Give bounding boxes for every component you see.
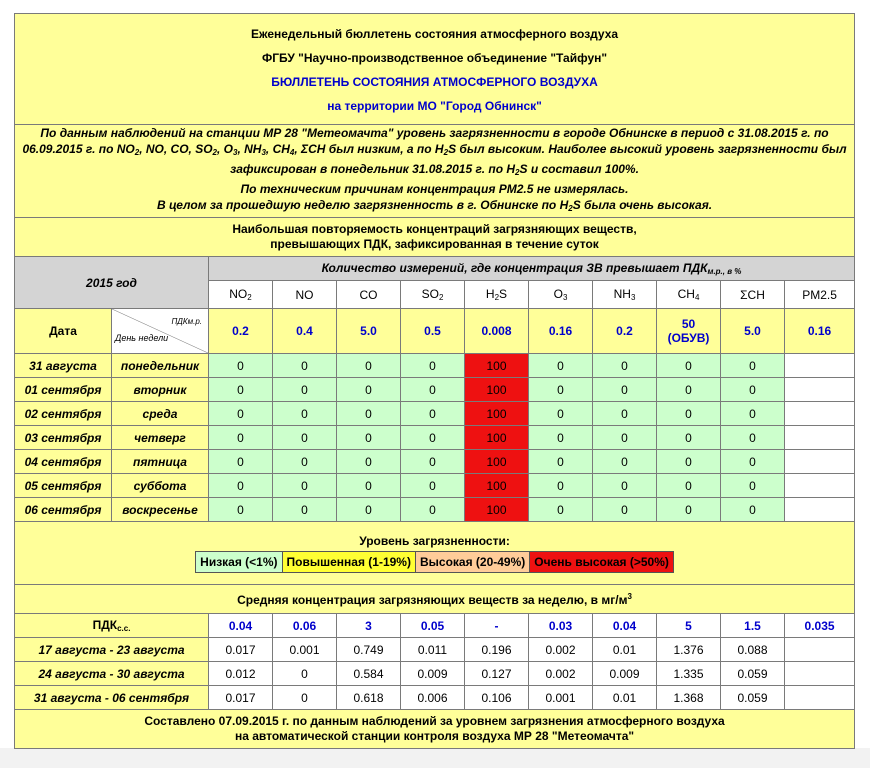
cell-value: 0.001 [529,686,593,710]
cell-value: 0 [273,450,337,474]
cell-value: 100 [465,378,529,402]
count-label [209,257,855,281]
cell-value: 100 [465,426,529,450]
pdk-cc-row [15,614,855,638]
row-date: 06 сентября [15,498,112,522]
cell-value: 0 [721,354,785,378]
table-row [15,450,855,474]
row-date: 03 сентября [15,426,112,450]
cell-value: 0.011 [401,638,465,662]
cell-value: 0 [721,378,785,402]
sub: 2 [134,148,140,157]
pollutant-sub: 2 [247,293,252,302]
table-row [15,498,855,522]
section1-title-line: превышающих ПДК, зафиксированная в течение суток [270,237,599,251]
weekday-label: День недели [115,333,169,343]
section2-title-text: Средняя концентрация загрязняющих веществ за неделю, в мг/м [237,592,628,607]
pdk-cc-label [15,614,209,638]
cell-value: 0 [273,662,337,686]
cell-value: 0 [529,450,593,474]
summary-part: S и составил 100%. [519,162,639,176]
cell-value: 0.127 [465,662,529,686]
cell-value: 0.01 [593,686,657,710]
cell-value: 0 [657,354,721,378]
pdk-cc-value: 0.04 [593,614,657,638]
cell-value: 0.584 [337,662,401,686]
cell-value: 0.012 [209,662,273,686]
pdk-value: 50 (ОБУВ) [657,309,721,354]
pollutant-header [273,281,337,309]
sub: 2 [515,168,520,177]
summary-part: В целом за прошедшую неделю загрязненность в г. Обнинске по H [156,198,569,212]
row-period: 24 августа - 30 августа [15,662,209,686]
section2-title-sup: 3 [627,591,632,601]
table-row [15,638,855,662]
year-label: 2015 год [15,257,209,309]
cell-value [785,662,855,686]
cell-value: 0 [529,474,593,498]
bulletin-header [15,14,855,125]
summary-part: , ΣCH был низким, а по H [294,142,444,156]
cell-value: 100 [465,474,529,498]
cell-value: 100 [465,402,529,426]
cell-value: 0 [657,450,721,474]
row-date: 05 сентября [15,474,112,498]
row-date: 04 сентября [15,450,112,474]
cell-value: 0.009 [401,662,465,686]
cell-value [785,378,855,402]
cell-value: 0 [593,498,657,522]
pollutant-header [209,281,273,309]
table-row [15,686,855,710]
cell-value: 0 [657,498,721,522]
section2-title [15,585,855,614]
cell-value: 0 [209,354,273,378]
cell-value: 0.017 [209,686,273,710]
cell-value: 0 [273,686,337,710]
diagonal-header [112,309,209,354]
cell-value: 0 [593,378,657,402]
sub: 3 [261,148,266,157]
pollutant-name: PM2.5 [802,287,837,302]
cell-value: 0 [657,378,721,402]
cell-value: 0 [529,498,593,522]
legend-item: Очень высокая (>50%) [530,552,673,572]
cell-value: 1.368 [657,686,721,710]
pdk-cc-value: 0.06 [273,614,337,638]
pollutant-header [401,281,465,309]
pollutant-sub: 3 [562,293,568,302]
cell-value [785,402,855,426]
pollutant-header [785,281,855,309]
cell-value [785,450,855,474]
cell-value: 0 [337,450,401,474]
pollutant-name: O [553,287,563,301]
row-weekday: воскресенье [112,498,209,522]
pollutant-header [593,281,657,309]
cell-value: 0.01 [593,638,657,662]
cell-value: 0 [273,426,337,450]
cell-value: 0 [337,426,401,450]
table-row [15,378,855,402]
pdk-row [15,309,855,354]
pdk-value: 0.16 [785,309,855,354]
cell-value: 0 [337,474,401,498]
cell-value: 0 [401,474,465,498]
cell-value [785,638,855,662]
count-label-text: Количество измерений, где концентрация ЗВ превышает ПДК [321,261,708,275]
cell-value: 100 [465,354,529,378]
cell-value: 0 [721,402,785,426]
cell-value: 0.059 [721,662,785,686]
sub: 2 [568,204,573,213]
summary-part: , NH [237,142,262,156]
pollutant-name: NH [613,287,631,301]
cell-value: 1.335 [657,662,721,686]
legend [195,551,674,573]
row-date: 02 сентября [15,402,112,426]
pollutant-sub: 3 [630,293,636,302]
pdk-cc-value: 0.035 [785,614,855,638]
cell-value: 0.059 [721,686,785,710]
legend-item: Повышенная (1-19%) [283,552,416,572]
table-row [15,474,855,498]
cell-value: 0 [209,378,273,402]
table-row [15,426,855,450]
cell-value: 0 [529,378,593,402]
header-territory: на территории МО "Город Обнинск" [327,99,542,113]
summary-part: По данным наблюдений на станции МР 28 "Метеомачта" уровень загрязненности в городе Обнинске в период с 31.08.2015 г. по 06.09.2015 г. по NO [22,126,829,156]
bulletin-table [14,13,855,749]
cell-value: 0 [401,354,465,378]
pollutant-sub: 2 [438,293,444,302]
cell-value: 0 [273,354,337,378]
pdk-cc-value: 0.03 [529,614,593,638]
bulletin [14,13,854,749]
row-weekday: вторник [112,378,209,402]
row-period: 31 августа - 06 сентября [15,686,209,710]
cell-value: 0 [337,402,401,426]
cell-value: 0.088 [721,638,785,662]
cell-value: 0.001 [273,638,337,662]
footer-line: Составлено 07.09.2015 г. по данным наблюдений за уровнем загрязнения атмосферного воздуха [144,714,725,728]
cell-value: 0.006 [401,686,465,710]
cell-value: 0 [273,378,337,402]
cell-value: 100 [465,498,529,522]
table-row [15,402,855,426]
pdk-cc-label-text: ПДК [92,618,118,632]
cell-value: 0.749 [337,638,401,662]
cell-value: 0 [209,450,273,474]
cell-value: 0.017 [209,638,273,662]
cell-value: 0 [721,474,785,498]
pollutant-header [465,281,529,309]
summary-text [15,125,855,218]
summary-part: , NO, CO, SO [139,142,213,156]
pdk-cc-value: 0.04 [209,614,273,638]
cell-value: 0 [529,426,593,450]
row-weekday: пятница [112,450,209,474]
summary-part: S был высоким. Наиболее высокий уровень загрязненности был зафиксирован в понедельник 31.08.2015 г. по H [230,142,847,176]
row-date: 31 августа [15,354,112,378]
weekly-body [15,638,855,710]
sub: 2 [212,148,217,157]
section1-title-line: Наибольшая повторяемость концентраций загрязняющих веществ, [232,222,637,236]
cell-value: 0 [657,426,721,450]
pdk-cc-value: 1.5 [721,614,785,638]
cell-value: 0 [529,402,593,426]
cell-value: 0 [273,402,337,426]
row-weekday: среда [112,402,209,426]
cell-value: 0 [401,402,465,426]
section1-title [15,218,855,257]
sub: 2 [443,148,449,157]
cell-value: 0 [273,474,337,498]
row-period: 17 августа - 23 августа [15,638,209,662]
cell-value: 0.009 [593,662,657,686]
cell-value: 0 [593,354,657,378]
footer-line: на автоматической станции контроля воздуха МР 28 "Метеомачта" [234,729,635,743]
cell-value: 0 [593,402,657,426]
pdk-value: 5.0 [721,309,785,354]
legend-block [15,522,855,585]
cell-value: 0 [337,354,401,378]
pdk-cc-value: 3 [337,614,401,638]
cell-value: 0 [401,378,465,402]
cell-value: 0 [209,498,273,522]
pdk-cc-sub: с.с. [117,624,131,633]
pollutant-header [657,281,721,309]
pollutant-name: ΣCH [740,287,765,302]
legend-item: Высокая (20-49%) [416,552,530,572]
sub: 4 [289,148,295,157]
pollutant-sub: 4 [694,293,700,302]
pdk-value: 0.2 [209,309,273,354]
cell-value: 0 [209,402,273,426]
cell-value: 0 [401,498,465,522]
cell-value: 0 [593,474,657,498]
pollutant-name: NO [295,287,314,302]
table-row [15,662,855,686]
pdk-cc-value: 0.05 [401,614,465,638]
cell-value: 1.376 [657,638,721,662]
pdk-value: 5.0 [337,309,401,354]
cell-value: 100 [465,450,529,474]
row-weekday: четверг [112,426,209,450]
cell-value [785,354,855,378]
cell-value: 0 [209,474,273,498]
pdk-value: 0.2 [593,309,657,354]
cell-value: 0 [593,426,657,450]
pdk-cc-value: - [465,614,529,638]
cell-value: 0 [337,378,401,402]
footer [15,710,855,749]
cell-value: 0.002 [529,662,593,686]
cell-value: 0 [721,450,785,474]
pollutant-name: NO [229,287,248,301]
pollutant-name: H [485,287,495,301]
cell-value: 0.618 [337,686,401,710]
cell-value: 0 [529,354,593,378]
daily-body [15,354,855,522]
summary-pm25-note: По техническим причинам концентрация PM2.5 не измерялась. [240,182,629,196]
cell-value [785,686,855,710]
pdk-value: 0.16 [529,309,593,354]
cell-value [785,474,855,498]
pollutant-header [721,281,785,309]
cell-value: 0 [401,426,465,450]
cell-value: 0 [721,498,785,522]
pdk-mr-label: ПДКм.р. [171,317,202,326]
row-date: 01 сентября [15,378,112,402]
header-line2: ФГБУ "Научно-производственное объединение "Тайфун" [261,51,608,65]
cell-value: 0 [209,426,273,450]
header-title: БЮЛЛЕТЕНЬ СОСТОЯНИЯ АТМОСФЕРНОГО ВОЗДУХА [271,75,598,89]
pollutant-header [337,281,401,309]
pdk-value: 0.4 [273,309,337,354]
cell-value [785,426,855,450]
summary-part: , O [217,142,234,156]
table-row [15,354,855,378]
pdk-value: 0.5 [401,309,465,354]
date-header: Дата [15,309,112,354]
cell-value: 0.002 [529,638,593,662]
summary-part: , CH [265,142,290,156]
row-weekday: понедельник [112,354,209,378]
pollutant-sub: 2 [494,293,500,302]
summary-part: S была очень высокая. [572,198,713,212]
pollutant-name: CO [359,287,378,302]
pollutant-name: CH [677,287,695,301]
cell-value: 0 [721,426,785,450]
header-line1: Еженедельный бюллетень состояния атмосферного воздуха [250,27,619,41]
legend-item: Низкая (<1%) [196,552,282,572]
cell-value [785,498,855,522]
cell-value: 0 [273,498,337,522]
cell-value: 0 [593,450,657,474]
row-weekday: суббота [112,474,209,498]
pollutant-header [529,281,593,309]
cell-value: 0 [337,498,401,522]
count-label-sub: м.р., в % [707,267,742,276]
cell-value: 0.196 [465,638,529,662]
cell-value: 0.106 [465,686,529,710]
pollutant-name: SO [421,287,439,301]
sub: 3 [233,148,238,157]
pollutant-tail: S [499,287,508,301]
legend-title: Уровень загрязненности: [359,533,510,548]
cell-value: 0 [401,450,465,474]
pdk-cc-value: 5 [657,614,721,638]
pdk-value: 0.008 [465,309,529,354]
cell-value: 0 [657,402,721,426]
cell-value: 0 [657,474,721,498]
